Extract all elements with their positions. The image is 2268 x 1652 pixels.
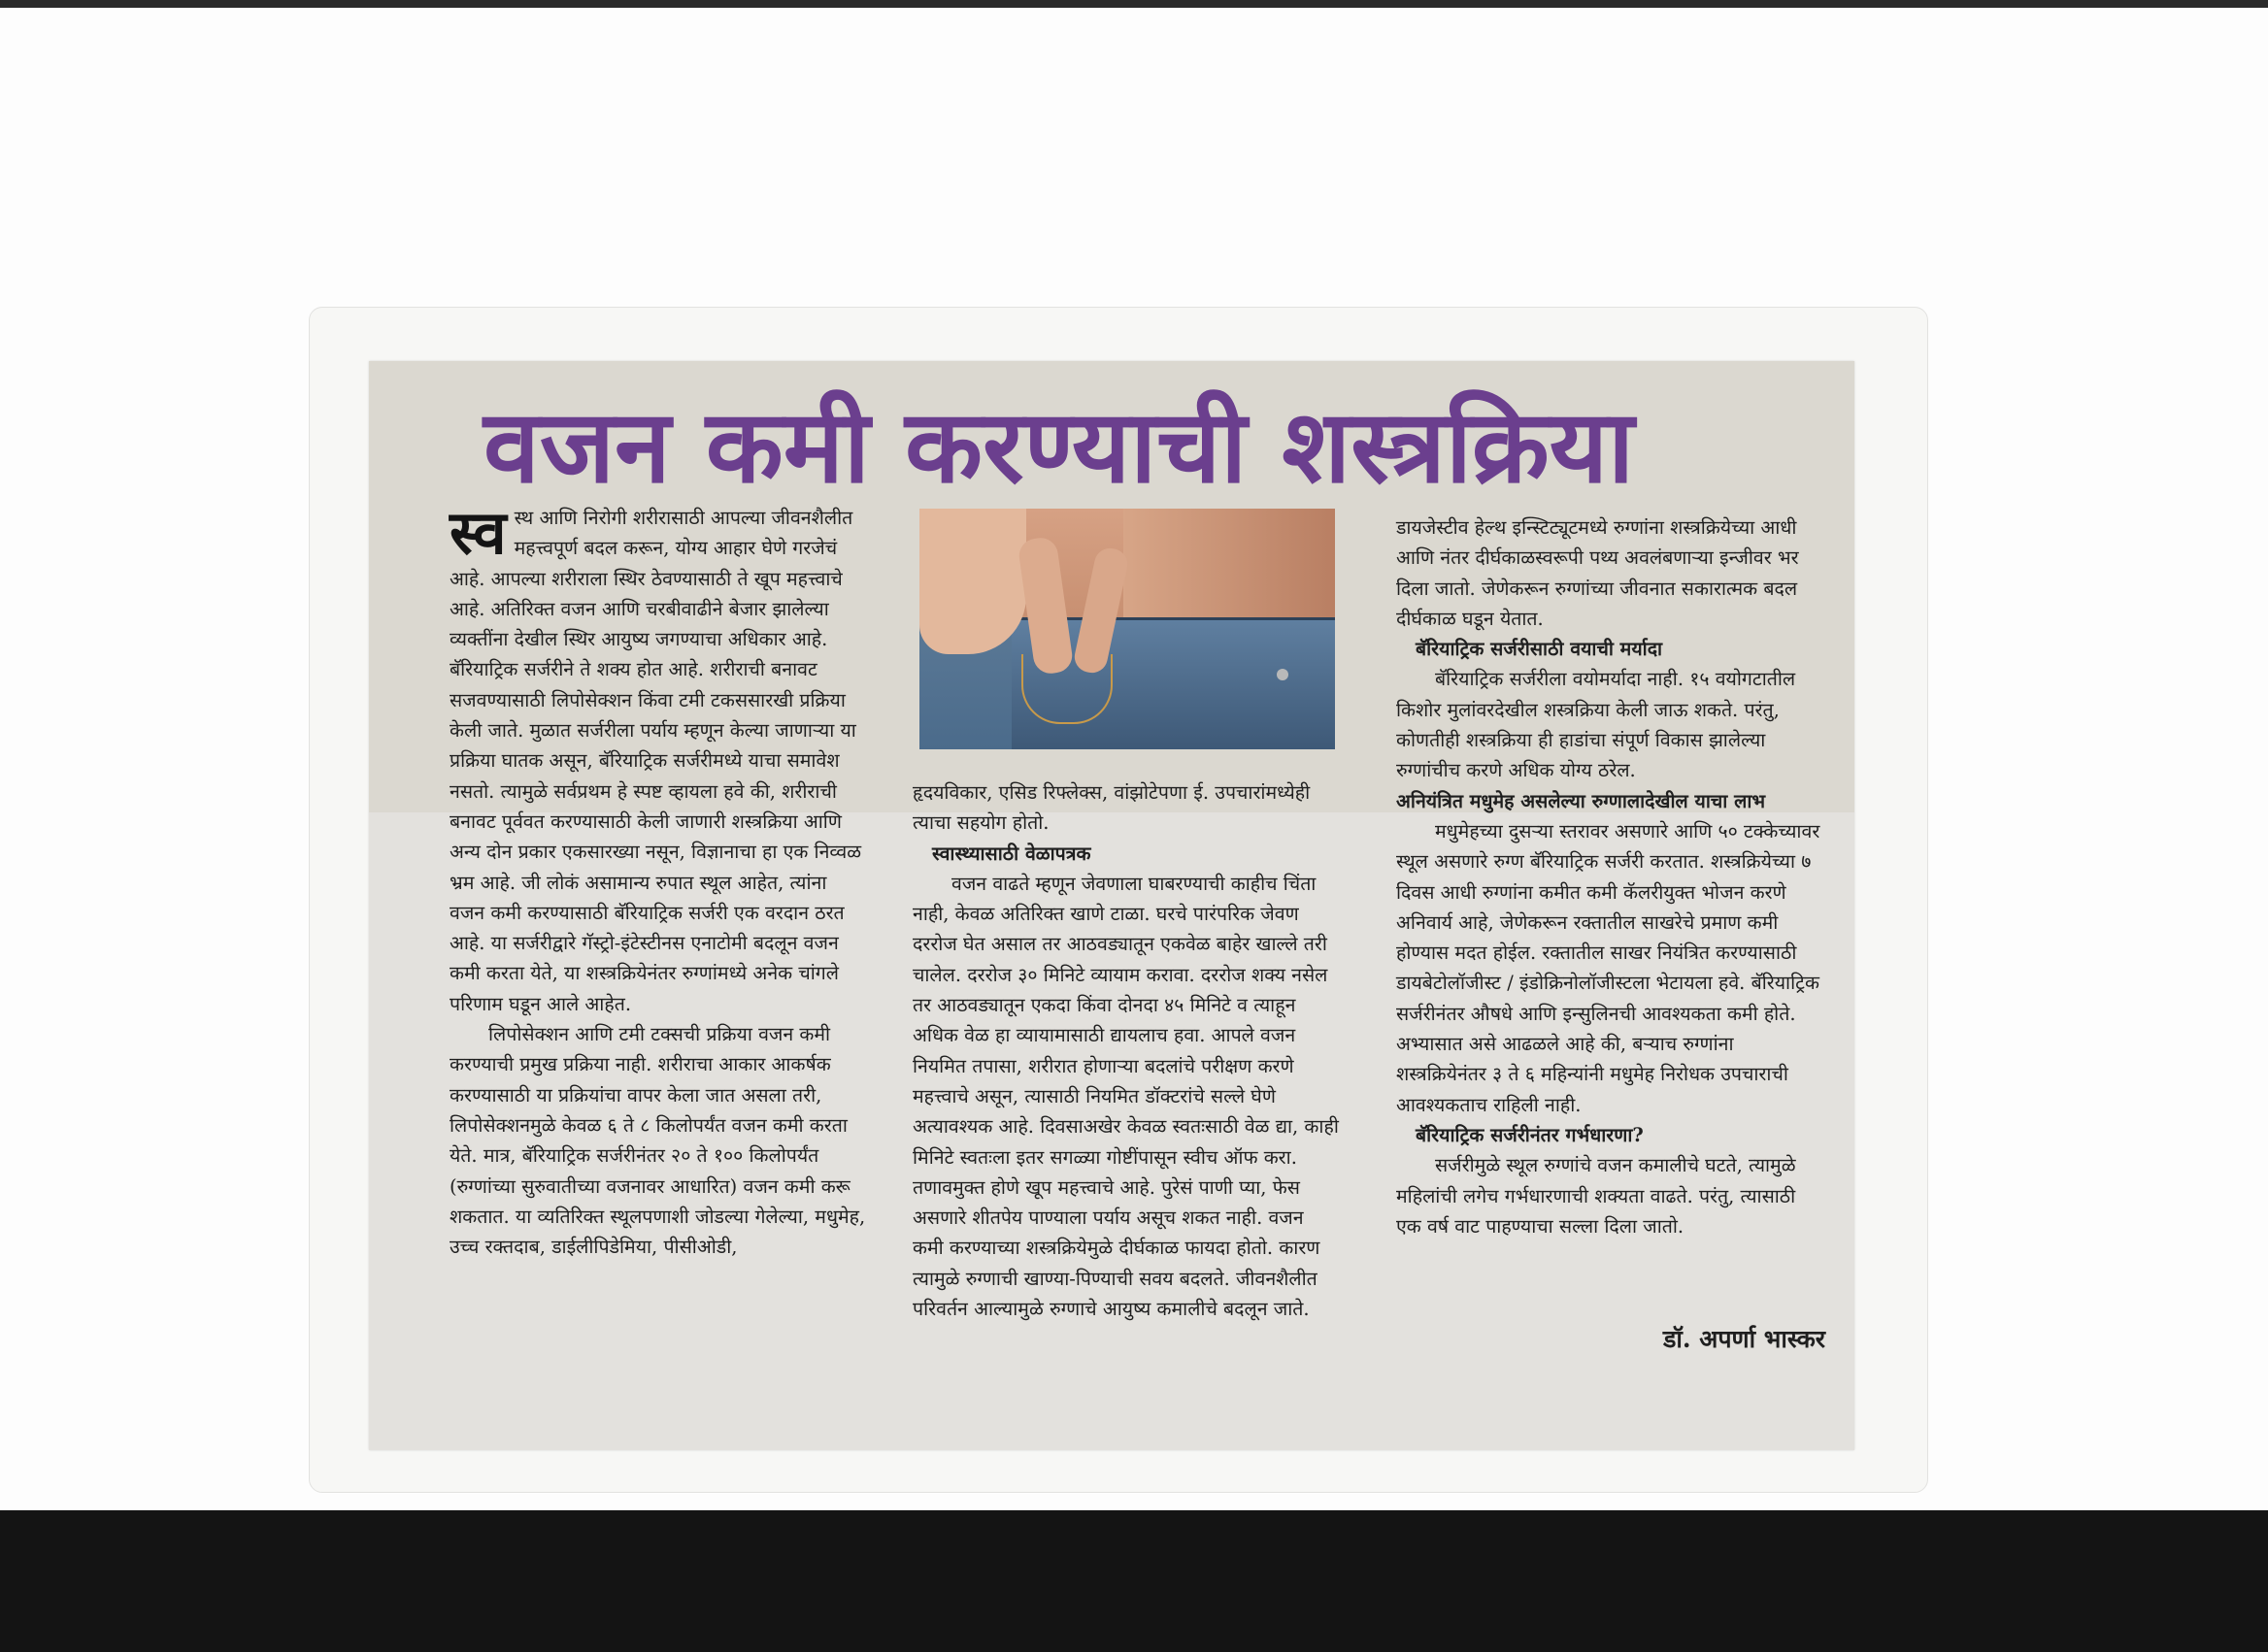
article-paragraph: हृदयविकार, एसिड रिफ्लेक्स, वांझोटेपणा ई. उपचारांमध्येही त्याचा सहयोग होतो. bbox=[913, 781, 1311, 835]
section-subheading: बॅरियाट्रिक सर्जरीनंतर गर्भधारणा? bbox=[1416, 1123, 1644, 1146]
section-subheading: अनियंत्रित मधुमेह असलेल्या रुग्णालादेखील याचा लाभ bbox=[1396, 789, 1766, 812]
article-paragraph: लिपोसेक्शन आणि टमी टक्सची प्रक्रिया वजन कमी करण्याची प्रमुख प्रक्रिया नाही. शरीराचा आकार आकर्षक करण्यासाठी या प्रक्रियांचा वापर केला जात असला तरी, लिपोसेक्शनमुळे केवळ ६ ते ८ किलोपर्यंत वजन कमी करता येते. मात्र, बॅरियाट्रिक सर्जरीनंतर २० ते १०० किलोपर्यंत (रुग्णांच्या सुरुवातीच्या वजनावर आधारित) वजन कमी करू शकतात. या व्यतिरिक्त स्थूलपणाशी जोडल्या गेलेल्या, मधुमेह, उच्च रक्तदाब, डाईलीपिडेमिया, पीसीओडी, bbox=[450, 1023, 866, 1259]
article-paragraph bbox=[450, 497, 867, 1019]
article-headline: वजन कमी करण्याची शस्त्रक्रिया bbox=[484, 387, 1635, 506]
article-column-1 bbox=[450, 497, 867, 1262]
section-subheading: बॅरियाट्रिक सर्जरीसाठी वयाची मर्यादा bbox=[1416, 638, 1663, 661]
article-column-3 bbox=[1396, 512, 1825, 1241]
photo-skin bbox=[1123, 509, 1335, 625]
article-paragraph: बॅरियाट्रिक सर्जरीला वयोमर्यादा नाही. १५ वयोगटातील किशोर मुलांवरदेखील शस्त्रक्रिया केली जाऊ शकते. परंतु, कोणतीही शस्त्रक्रिया ही हाडांचा संपूर्ण विकास झालेल्या रुग्णांचीच करणे अधिक योग्य ठरेल. bbox=[1396, 668, 1796, 782]
article-paragraph: सर्जरीमुळे स्थूल रुग्णांचे वजन कमालीचे घटते, त्यामुळे महिलांची लगेच गर्भधारणाची शक्यता वाढते. परंतु, त्यासाठी एक वर्ष वाट पाहण्याचा सल्ला दिला जातो. bbox=[1396, 1154, 1796, 1238]
scanner-top-edge bbox=[0, 0, 2268, 8]
photo-hand bbox=[919, 509, 1026, 654]
paragraph-text: स्थ आणि निरोगी शरीरासाठी आपल्या जीवनशैलीत महत्त्वपूर्ण बदल करून, योग्य आहार घेणे गरजेचं आहे. आपल्या शरीराला स्थिर ठेवण्यासाठी ते खूप महत्त्वाचे आहे. अतिरिक्त वजन आणि चरबीवाढीने बेजार झालेल्या व्यक्तींना देखील स्थिर आयुष्य जगण्याचा अधिकार आहे. बॅरियाट्रिक सर्जरीने ते शक्य होत आहे. शरीराची बनावट सजवण्यासाठी लिपोसेक्शन किंवा टमी टकससारखी प्रक्रिया केली जाते. मुळात सर्जरीला पर्याय म्हणून केल्या जाणाऱ्या या प्रक्रिया घातक असून, बॅरियाट्रिक सर्जरीमध्ये याचा समावेश नसतो. त्यामुळे सर्वप्रथम हे स्पष्ट व्हायला हवे की, शरीराची बनावट पूर्ववत करण्यासाठी केली जाणारी शस्त्रक्रिया आणि अन्य दोन प्रकार एकसारख्या नसून, विज्ञानाचा हा एक निव्वळ भ्रम आहे. जी लोकं असामान्य रुपात स्थूल आहेत, त्यांना वजन कमी करण्यासाठी बॅरियाट्रिक सर्जरी एक वरदान ठरत आहे. या सर्जरीद्वारे गॅस्ट्रो-इंटेस्टीनस एनाटोमी बदलून वजन कमी करता येते, या शस्त्रक्रियेनंतर रुग्णांमध्ये अनेक चांगले परिणाम घडून आले आहेत. bbox=[450, 507, 862, 1015]
section-subheading: स्वास्थ्यासाठी वेळापत्रक bbox=[932, 842, 1091, 865]
article-paragraph: वजन वाढते म्हणून जेवणाला घाबरण्याची काहीच चिंता नाही, केवळ अतिरिक्त खाणे टाळा. घरचे पारंपरिक जेवण दररोज घेत असाल तर आठवड्यातून एकवेळ बाहेर खाल्ले तरी चालेल. दररोज ३० मिनिटे व्यायाम करावा. दररोज शक्य नसेल तर आठवड्यातून एकदा किंवा दोनदा ४५ मिनिटे व त्याहून अधिक वेळ हा व्यायामासाठी द्यायलाच हवा. आपले वजन नियमित तपासा, शरीरात होणाऱ्या बदलांचे परीक्षण करणे महत्त्वाचे असून, त्यासाठी नियमित डॉक्टरांचे सल्ले घेणे अत्यावश्यक आहे. दिवसाअखेर केवळ स्वतःसाठी वेळ द्या, काही मिनिटे स्वतःला इतर सगळ्या गोष्टींपासून स्वीच ऑफ करा. तणावमुक्त होणे खूप महत्त्वाचे आहे. पुरेसं पाणी प्या, फेस असणारे शीतपेय पाण्याला पर्याय असूच शकत नाही. वजन कमी करण्याच्या शस्त्रक्रियेमुळे दीर्घकाळ फायदा होतो. कारण त्यामुळे रुग्णाची खाण्या-पिण्याची सवय बदलते. जीवनशैलीत परिवर्तन आल्यामुळे रुग्णाचे आयुष्य कमालीचे बदलून जाते. bbox=[913, 872, 1339, 1321]
article-paragraph: डायजेस्टीव हेल्थ इन्स्टिट्यूटमध्ये रुग्णांना शस्त्रक्रियेच्या आधी आणि नंतर दीर्घकाळस्वरूपी पथ्य अवलंबणाऱ्या इन्जीवर भर दिला जातो. जेणेकरून रुग्णांच्या जीवनात सकारात्मक बदल दीर्घकाळ घडून येतात. bbox=[1396, 516, 1799, 630]
photo-pocket bbox=[1021, 654, 1113, 724]
author-byline: डॉ. अपर्णा भास्कर bbox=[1662, 1325, 1825, 1353]
drop-cap: स्व bbox=[450, 497, 507, 568]
scanner-bottom-edge bbox=[0, 1510, 2268, 1652]
photo-rivet bbox=[1277, 669, 1288, 680]
article-paragraph: मधुमेहच्या दुसऱ्या स्तरावर असणारे आणि ५० टक्केच्यावर स्थूल असणारे रुग्ण बॅरियाट्रिक सर्जरी करतात. शस्त्रक्रियेच्या ७ दिवस आधी रुग्णांना कमीत कमी कॅलरीयुक्त भोजन करणे अनिवार्य आहे, जेणेकरून रक्तातील साखरेचे प्रमाण कमी होण्यास मदत होईल. रक्तातील साखर नियंत्रित करण्यासाठी डायबेटोलॉजीस्ट / इंडोक्रिनोलॉजीस्टला भेटायला हवे. बॅरियाट्रिक सर्जरीनंतर औषधे आणि इन्सुलिनची आवश्यकता कमी होते. अभ्यासात असे आढळले आहे की, बऱ्याच रुग्णांना शस्त्रक्रियेनंतर ३ ते ६ महिन्यांनी मधुमेह निरोधक उपचाराची आवश्यकताच राहिली नाही. bbox=[1396, 819, 1820, 1116]
newspaper-clipping bbox=[369, 361, 1854, 1450]
bleed-through-text bbox=[1981, 385, 2214, 444]
article-photo-jeans-waist bbox=[919, 509, 1335, 749]
article-column-2 bbox=[913, 777, 1340, 1324]
